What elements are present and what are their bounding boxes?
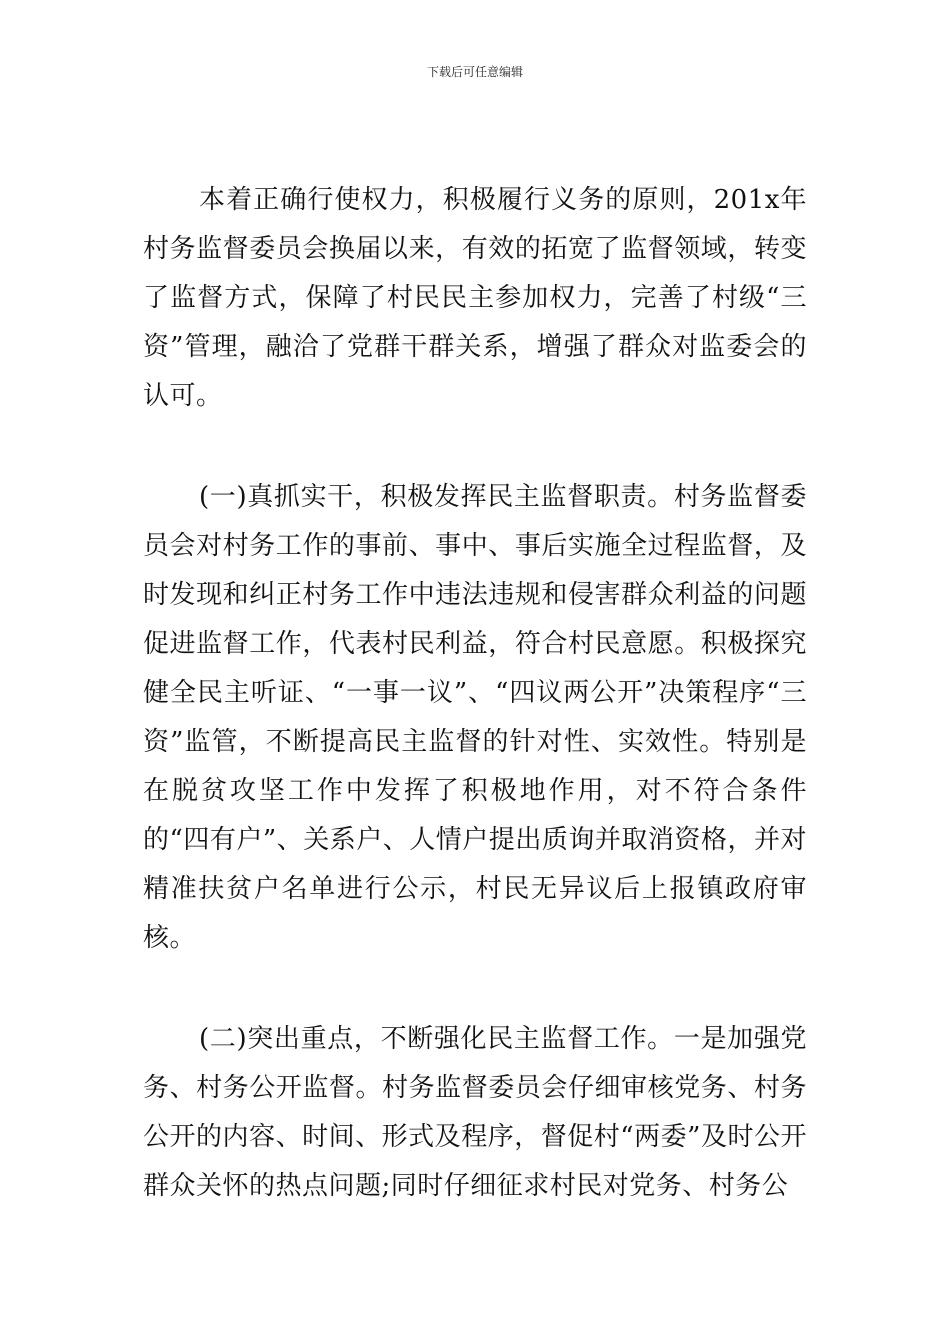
paragraph-section-2: (二)突出重点，不断强化民主监督工作。一是加强党务、村务公开监督。村务监督委员会仔细审核党务、村务公开的内容、时间、形式及程序，督促村“两委”及时公开群众关怀的热点问题;同时仔细征求村民对党务、村务公	[143, 1024, 807, 1201]
document-body	[143, 176, 807, 1263]
paragraph-intro: 本着正确行使权力，积极履行义务的原则，201x年村务监督委员会换届以来，有效的拓宽了监督领域，转变了监督方式，保障了村民民主参加权力，完善了村级“三资”管理，融洽了党群干群关系，增强了群众对监委会的认可。	[143, 185, 807, 411]
page-header: 下载后可任意编辑	[426, 65, 523, 79]
paragraph-section-1: (一)真抓实干，积极发挥民主监督职责。村务监督委员会对村务工作的事前、事中、事后实施全过程监督，及时发现和纠正村务工作中违法违规和侵害群众利益的问题促进监督工作，代表村民利益，符合村民意愿。积极探究健全民主听证、“一事一议”、“四议两公开”决策程序“三资”监管，不断提高民主监督的针对性、实效性。特别是在脱贫攻坚工作中发挥了积极地作用，对不符合条件的“四有户”、关系户、人情户提出质询并取消资格，并对精准扶贫户名单进行公示，村民无异议后上报镇政府审核。	[143, 482, 807, 953]
